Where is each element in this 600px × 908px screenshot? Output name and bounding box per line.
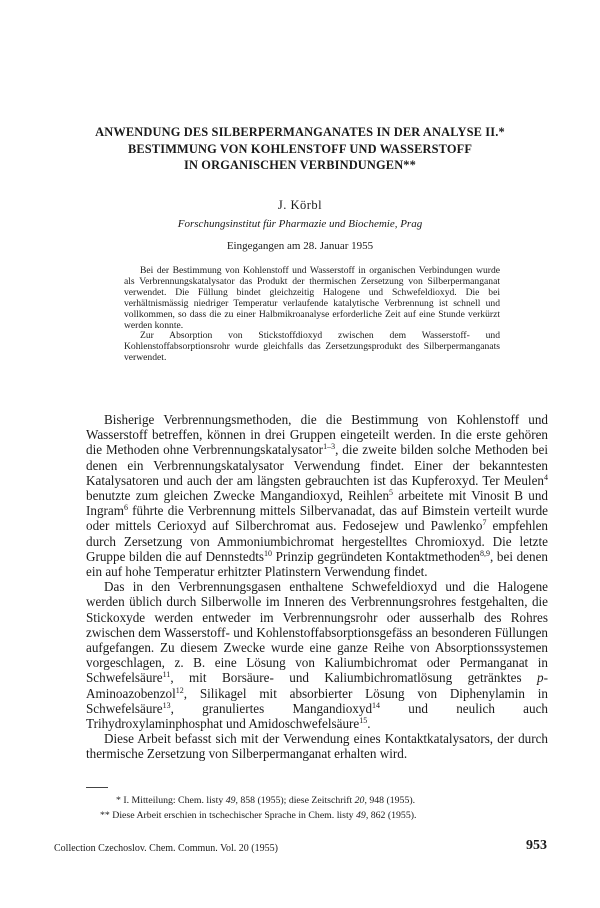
text-run: und neulich auch Trihydroxylaminphosphat und Amidoschwefelsäure xyxy=(86,700,548,732)
abstract xyxy=(124,266,500,364)
footnote-2 xyxy=(100,810,416,821)
footnote-rule xyxy=(86,787,108,788)
body-text xyxy=(86,412,548,762)
article-title xyxy=(40,124,560,174)
footnote-text: I. Mitteilung: Chem. listy xyxy=(123,795,226,806)
volume-number: 49 xyxy=(356,810,366,821)
footnote-marker: * xyxy=(116,795,121,806)
italic-prefix: p xyxy=(537,670,544,686)
body-paragraph-2 xyxy=(86,579,548,731)
author-name: J. Körbl xyxy=(277,198,323,212)
reference-superscript: 15 xyxy=(359,716,368,726)
abstract-paragraph-2: Zur Absorption von Stickstoffdioxyd zwischen dem Wasserstoff- und Kohlenstoffabsorptionsrohr wurde gleichfalls das Zersetzungsprodukt des Silberpermanganats verwendet. xyxy=(124,330,500,364)
reference-superscript: 12 xyxy=(175,685,184,695)
reference-superscript: 5 xyxy=(389,488,394,498)
footnote-text: , 948 (1955). xyxy=(364,795,416,806)
text-run: Bisherige Verbrennungsmethoden, die die Bestimmung von Kohlenstoff und Wasserstoff betreffen, können in drei Gruppen eingeteilt werden. In die erste gehören die Methoden ohne Verbrennungskatalysator xyxy=(86,412,548,458)
text-run: , granuliertes Mangandioxyd xyxy=(170,700,373,716)
text-run: -Aminoazobenzol xyxy=(86,670,548,701)
footnote-marker: ** xyxy=(100,810,110,821)
reference-superscript: 1–3 xyxy=(323,442,336,452)
reference-superscript: 8,9 xyxy=(480,548,490,558)
journal-citation-line: Collection Czechoslov. Chem. Commun. Vol. 20 (1955) xyxy=(54,843,278,854)
text-run: arbeitete mit Vinosit B und Ingram xyxy=(86,488,549,519)
footnote-text: , 858 (1955); diese Zeitschrift xyxy=(235,795,355,806)
text-run: , bei denen ein auf hohe Temperatur erhitzter Platinstern Verwendung findet. xyxy=(86,548,548,580)
text-run: Prinzip gegründeten Kontaktmethoden xyxy=(272,548,480,564)
body-paragraph-3: Diese Arbeit befasst sich mit der Verwendung eines Kontaktkatalysators, der durch thermische Zersetzung von Silberpermanganat erhalten wird. xyxy=(86,731,548,762)
title-line-1: ANWENDUNG DES SILBERPERMANGANATES IN DER ANALYSE II.* xyxy=(95,125,505,139)
title-line-3: IN ORGANISCHEN VERBINDUNGEN** xyxy=(183,158,416,172)
footnote-1 xyxy=(116,795,415,806)
text-run: empfehlen durch Zersetzung von Ammoniumbichromat hergestelltes Chromioxyd. Die letzte Gruppe bilden die auf Dennstedts xyxy=(86,518,548,564)
text-run: , Silikagel mit absorbierter Lösung von Diphenylamin in Schwefelsäure xyxy=(86,685,548,716)
volume-number: 49 xyxy=(225,795,236,806)
author-affiliation: Forschungsinstitut für Pharmazie und Biochemie, Prag xyxy=(177,218,423,230)
text-run: benutzte zum gleichen Zwecke Mangandioxyd, Reihlen xyxy=(86,488,390,504)
reference-superscript: 7 xyxy=(482,518,487,528)
text-run: , die zweite bilden solche Methoden bei denen ein Verbrennungskatalysator Verwendung findet. Einer der bekanntesten Katalysatoren und auch der am längsten gebrauchten ist das Kupferoxyd. Ter Meulen xyxy=(86,442,548,488)
text-run: . xyxy=(367,716,371,732)
body-paragraph-1 xyxy=(86,412,548,579)
reference-superscript: 13 xyxy=(162,700,171,710)
text-run: Das in den Verbrennungsgasen enthaltene Schwefeldioxyd und die Halogene werden üblich durch Silberwolle im Inneren des Verbrennungsrohres festgehalten, die Stickoxyde werden entweder im Verbrennungsrohr oder ausserhalb des Rohres zwischen dem Wasserstoff- und Kohlenstoffabsorptionsgefäss an besonderen Füllungen aufgefangen. Zu diesem Zwecke wurde eine ganze Reihe von Absorptionssystemen vorgeschlagen, z. B. eine Lösung von Kaliumbichromat oder Permanganat in Schwefelsäure xyxy=(86,579,548,686)
title-line-2: BESTIMMUNG VON KOHLENSTOFF UND WASSERSTOFF xyxy=(127,141,473,156)
reference-superscript: 10 xyxy=(264,548,273,558)
reference-superscript: 11 xyxy=(162,670,171,680)
reference-superscript: 4 xyxy=(544,472,548,482)
footnote-text: , 862 (1955). xyxy=(365,810,417,821)
reference-superscript: 6 xyxy=(123,503,128,513)
page-number: 953 xyxy=(526,838,547,853)
received-date: Eingegangen am 28. Januar 1955 xyxy=(226,240,374,252)
abstract-paragraph-1: Bei der Bestimmung von Kohlenstoff und Wasserstoff in organischen Verbindungen wurde als Verbrennungskatalysator das Produkt der thermischen Zersetzung von Silberpermanganat verwendet. Die Füllung bindet gleichzeitig Halogene und Schwefeldioxyd. Die bei verhältnismässig niedriger Temperatur verlaufende katalytische Verbrennung ist schnell und vollkommen, so dass die zu einer Halbmikroanalyse erforderliche Zeit auf eine Stunde verkürzt werden konnte. xyxy=(124,265,500,331)
text-run: , mit Borsäure- und Kaliumbichromatlösung getränktes xyxy=(170,670,538,686)
text-run: führte die Verbrennung mittels Silbervanadat, das auf Bimstein verteilt wurde oder mittels Cerioxyd auf Silberchromat aus. Fedosejew und Pawlenko xyxy=(86,503,548,534)
volume-number: 20 xyxy=(354,795,365,806)
footnote-text: Diese Arbeit erschien in tschechischer Sprache in Chem. listy xyxy=(112,810,357,821)
reference-superscript: 14 xyxy=(372,700,381,710)
